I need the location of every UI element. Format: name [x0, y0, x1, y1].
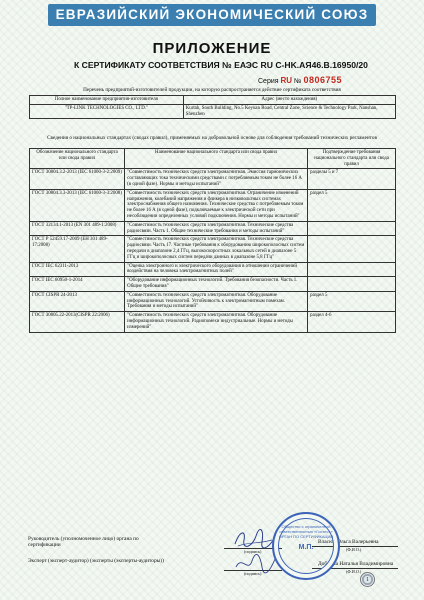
manufacturers-intro: Перечень предприятий-изготовителей продукции, на которую распространяется действие сертификата соответствия [83, 87, 341, 93]
table-cell: "Совместимость технических средств электромагнитная. Технические средства радиосвязи. Часть 17. Частные требования к оборудованию широкополосных систем передачи в диапазоне 2,4 ГГц, высокоскоростных локальных сетей в диапазоне 5 ГГц и широкополосных систем передачи данных в диапазоне 5,8 ГГц" [125, 236, 308, 262]
table-cell: ГОСТ 32134.1-2013 (EN 301 489-1:2008) [30, 221, 125, 236]
certification-stamp [272, 512, 340, 580]
table-cell: "Совместимость технических средств электромагнитная. Оборудование информационных технологий. Радиопомехи индустриальные. Нормы и методы измерений" [125, 312, 308, 332]
table-row [30, 169, 396, 189]
eaeu-banner: ЕВРАЗИЙСКИЙ ЭКОНОМИЧЕСКИЙ СОЮЗ [48, 4, 376, 26]
table-cell: ГОСТ CISPR 24-2013 [30, 291, 125, 311]
table-cell: ГОСТ IEC 60950-1-2014 [30, 277, 125, 292]
table-cell: раздел 5 [308, 291, 396, 311]
series-number [258, 75, 342, 85]
signature-caption: (подпись) [244, 549, 262, 554]
expert-signature [232, 553, 278, 575]
expert-label: Эксперт (эксперт-аудитор) (эксперты (эксперты-аудиторы)) [28, 558, 164, 564]
table-cell: ГОСТ IEC 62311-2013 [30, 262, 125, 277]
table-cell: "Оценка электронного и электрического оборудования в отношении ограничений воздействия на человека электромагнитных полей" [125, 262, 308, 277]
table-header: Обозначение национального стандарта или свода правил [30, 149, 125, 169]
head-label: Руководитель (уполномоченное лицо) органа по сертификации [28, 536, 139, 549]
table-cell: "Совместимость технических средств электромагнитная. Технические средства радиосвязи. Часть 1. Общие технические требования и методы испытаний" [125, 221, 308, 236]
table-cell: "Совместимость технических средств электромагнитная. Оборудование информационных технологий. Устойчивость к электромагнитным помехам. Требования и методы испытаний" [125, 291, 308, 311]
table-cell [308, 236, 396, 262]
standards-intro: Сведения о национальных стандартах (сводах правил), применяемых на добровольной основе для соблюдения требований технических регламентов [47, 135, 377, 141]
table-cell: ГОСТ 30805.22-2013(CISPR 22:2006) [30, 312, 125, 332]
table-cell: раздел 4-6 [308, 312, 396, 332]
table-row [30, 277, 396, 292]
table-cell [308, 262, 396, 277]
table-cell: Kurtah, South Building, No.5 Keyuan Road, Central Zone, Science & Technology Park, Nanshan, Shenzhen [183, 104, 395, 119]
table-cell [308, 221, 396, 236]
expert-name: Добрина Наталья Владимировна [318, 561, 394, 567]
table-cell: ГОСТ Р 52459.17-2009 (ЕН 301 489-17:2008) [30, 236, 125, 262]
table-row [30, 221, 396, 236]
table-cell: "Оборудование информационных технологий. Требования безопасности. Часть 1. Общие требования" [125, 277, 308, 292]
number-label: № [294, 78, 302, 85]
hologram-sticker: 1 [360, 572, 375, 587]
table-cell: ГОСТ 30804.3.3-2013 (IEC 61000-3-3:2008) [30, 189, 125, 221]
stamp-mp: М.П. [298, 544, 314, 551]
table-header: Подтверждение требования национального стандарта или свода правил [308, 149, 396, 169]
table-row [30, 312, 396, 332]
certificate-subtitle: К СЕРТИФИКАТУ СООТВЕТСТВИЯ № ЕАЭС RU С-HK.АЯ46.В.16950/20 [74, 60, 368, 70]
table-cell: "TP-LINK TECHNOLOGIES CO., LTD." [30, 104, 184, 119]
series-code: RU [280, 76, 293, 85]
manufacturer-table [29, 95, 396, 119]
table-header-row [30, 149, 396, 169]
fio-caption: (Ф.И.О.) [346, 547, 362, 552]
table-cell: "Совместимость технических средств электромагнитная. Эмиссия гармонических составляющих тока техническими средствами с потребляемым током не более 16 А (в одной фазе). Нормы и методы испытаний" [125, 169, 308, 189]
page-title: ПРИЛОЖЕНИЕ [152, 40, 272, 57]
table-row [30, 189, 396, 221]
table-header: Полное наименование предприятия-изготовителя [30, 96, 184, 105]
table-cell: ГОСТ 30804.3.2-2013 (IEC 61000-3-2:2009) [30, 169, 125, 189]
fio-caption: (Ф.И.О.) [346, 569, 362, 574]
table-cell: разделы 5 и 7 [308, 169, 396, 189]
table-cell: раздел 5 [308, 189, 396, 221]
table-cell: "Совместимость технических средств электромагнитная. Ограничение изменений напряжения, колебаний напряжения и фликера в низковольтных системах электроснабжения общего назначения. Технические средства с потребляемым током не более 16 А (в одной фазе), подключаемые к электрической сети при несоблюдении определенных условий подключения. Нормы и методы испытаний" [125, 189, 308, 221]
serial-number: 0806755 [303, 75, 343, 85]
table-row [30, 236, 396, 262]
signature-caption: (подпись) [244, 571, 262, 576]
stamp-ring-text: Общество с ограниченной ответственностью «Гостест» ОРГАН ПО СЕРТИФИКАЦИИ [278, 524, 334, 539]
standards-table [29, 148, 396, 333]
table-row [30, 291, 396, 311]
table-row [30, 104, 396, 119]
series-label: Серия [258, 78, 279, 85]
table-row [30, 262, 396, 277]
table-cell [308, 277, 396, 292]
table-header-row [30, 96, 396, 105]
head-name: Власюк Ольга Валерьевна [318, 539, 379, 545]
table-header: Наименование национального стандарта или свода правил [125, 149, 308, 169]
table-header: Адрес (место нахождения) [183, 96, 395, 105]
